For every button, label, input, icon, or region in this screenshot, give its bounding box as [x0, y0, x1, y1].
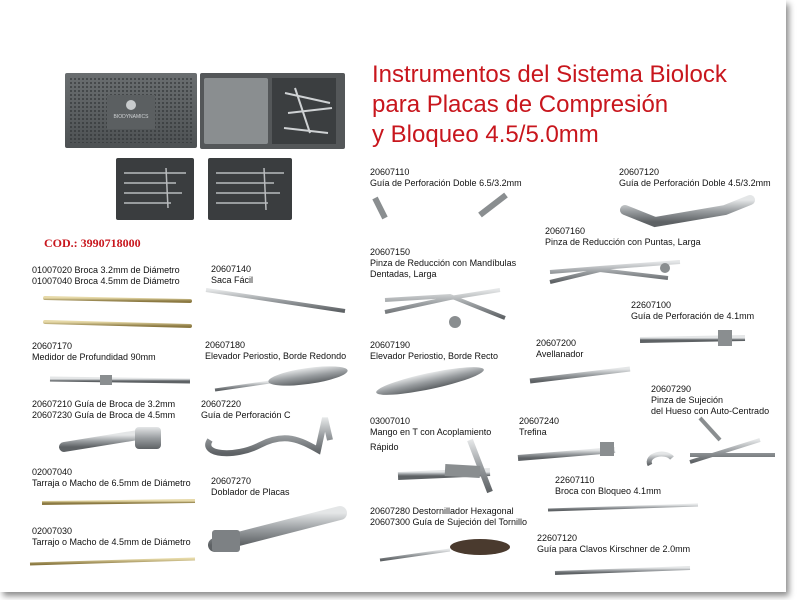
- depth-gauge-image: [50, 375, 190, 385]
- item-double-drill-guide-4-5: 20607120 Guía de Perforación Doble 4.5/3.2mm: [619, 167, 771, 188]
- drill-guide-image: [64, 427, 161, 449]
- item-drill-guides: 20607210 Guía de Broca de 3.2mm 20607230 Guía de Broca de 4.5mm: [32, 399, 176, 420]
- periosteal-elevator-round-image: [215, 363, 349, 390]
- product-code: COD.: 3990718000: [44, 236, 141, 250]
- drill-guide-4-1-image: [640, 330, 745, 346]
- locking-drill-bit-image: [548, 505, 698, 510]
- screw-extractor-image: [206, 290, 345, 311]
- item-trephine: 20607240 Trefina: [519, 416, 560, 437]
- item-reduction-forceps-pointed: 20607160 Pinza de Reducción con Puntas, Larga: [545, 226, 701, 247]
- item-plate-bender: 20607270 Doblador de Placas: [211, 476, 290, 497]
- item-screw-extractor: 20607140 Saca Fácil: [211, 264, 254, 285]
- item-drill-guide-4-1: 22607100 Guía de Perforación de 4.1mm: [631, 300, 755, 321]
- tap-4-5-image: [30, 559, 195, 564]
- item-periosteal-elevator-round: 20607180 Elevador Periostio, Borde Redondo: [205, 340, 347, 361]
- t-handle-image: [398, 440, 490, 492]
- plate-bender-image: [212, 513, 340, 552]
- item-t-handle: 03007010 Mango en T con Acoplamiento Rápido: [370, 416, 492, 452]
- double-drill-guide-6-5-image: [375, 195, 506, 218]
- hex-screwdriver-image: [380, 539, 510, 560]
- item-drill-guide-c: 20607220 Guía de Perforación C: [201, 399, 291, 420]
- trephine-image: [518, 442, 615, 458]
- item-tap-4-5: 02007030 Tarrajo o Macho de 4.5mm de Diámetro: [32, 526, 191, 547]
- item-tap-6-5: 02007040 Tarraja o Macho de 6.5mm de Diámetro: [32, 467, 191, 488]
- item-bone-holding-forceps: 20607290 Pinza de Sujeción del Hueso con Auto-Centrado: [651, 384, 770, 416]
- periosteal-elevator-straight-image: [375, 362, 486, 401]
- item-double-drill-guide-6-5: 20607110 Guía de Perforación Doble 6.5/3.2mm: [370, 167, 522, 188]
- reduction-forceps-pointed-image: [550, 262, 680, 282]
- item-locking-drill-bit: 22607110 Broca con Bloqueo 4.1mm: [555, 475, 662, 496]
- bone-holding-forceps-image: [649, 418, 775, 465]
- drill-bit-images: [45, 298, 190, 326]
- tap-6-5-image: [42, 501, 195, 503]
- reduction-forceps-serrated-image: [385, 290, 505, 328]
- item-reduction-forceps-serrated: 20607150 Pinza de Reducción con Mandíbulas Dentadas, Larga: [370, 247, 517, 279]
- item-hex-screwdriver: 20607280 Destornillador Hexagonal 20607300 Guía de Sujeción del Tornillo: [370, 506, 527, 527]
- double-drill-guide-4-5-image: [625, 200, 750, 222]
- item-drill-bits: 01007020 Broca 3.2mm de Diámetro 01007040 Broca 4.5mm de Diámetro: [32, 265, 180, 286]
- item-kirschner-wire-guide: 22607120 Guía para Clavos Kirschner de 2.0mm: [537, 533, 691, 554]
- title-line-3: y Bloqueo 4.5/5.0mm: [372, 121, 599, 148]
- countersink-image: [530, 369, 630, 381]
- item-periosteal-elevator-straight: 20607190 Elevador Periostio, Borde Recto: [370, 340, 499, 361]
- tray-logo: BIODYNAMICS: [113, 114, 149, 120]
- kirschner-wire-guide-image: [555, 568, 690, 573]
- title-line-1: Instrumentos del Sistema Biolock: [372, 61, 727, 88]
- title-line-2: para Placas de Compresión: [372, 91, 669, 118]
- item-depth-gauge: 20607170 Medidor de Profundidad 90mm: [32, 341, 156, 362]
- item-countersink: 20607200 Avellanador: [536, 338, 584, 359]
- drill-guide-c-image: [208, 418, 330, 453]
